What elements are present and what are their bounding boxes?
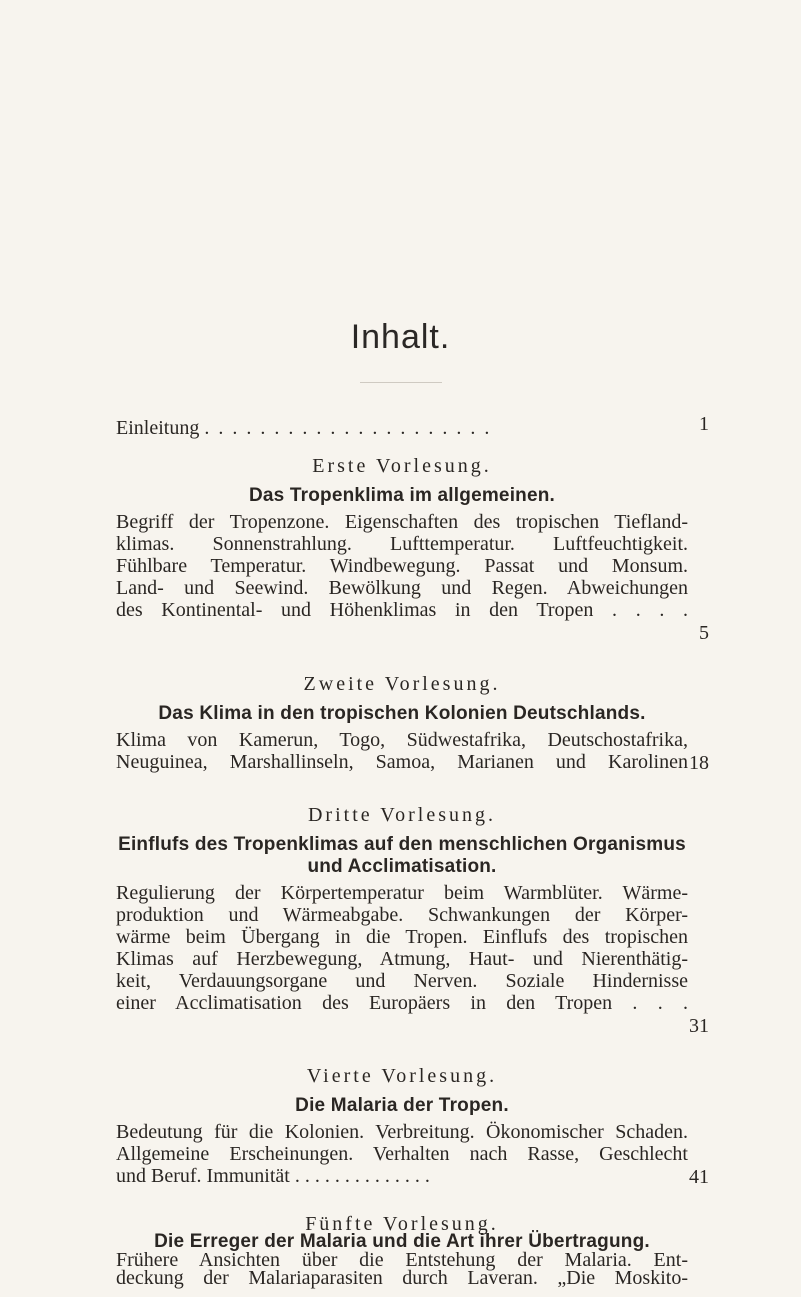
summary-line: Bedeutung für die Kolonien. Verbreitung. Ökonomischer Schaden. [116, 1121, 688, 1143]
lecture-title: Erste Vorlesung. [312, 455, 492, 477]
section-heading: Die Malaria der Tropen. [295, 1095, 509, 1116]
section-summary [116, 1251, 688, 1287]
summary-line: einer Acclimatisation des Europäers in den Tropen . . . [116, 992, 688, 1014]
summary-line: deckung der Malariaparasiten durch Laveran. „Die Moskito- [116, 1267, 688, 1289]
page-title: Inhalt. [350, 318, 451, 356]
section-2-page-number: 18 [689, 752, 709, 774]
intro-page-number: 1 [699, 413, 709, 435]
section-heading-continued: und Acclimatisation. [307, 856, 497, 877]
intro-label: Einleitung [116, 417, 200, 439]
lecture-title: Fünfte Vorlesung. [305, 1213, 499, 1235]
summary-line: Neuguinea, Marshallinseln, Samoa, Marianen und Karolinen [116, 751, 688, 773]
intro-dots: . . . . . . . . . . . . . . . . . . . . . [204, 417, 492, 439]
section-heading: Einflufs des Tropenklimas auf den menschlichen Organismus [118, 834, 686, 855]
section-summary [116, 511, 688, 621]
summary-line: klimas. Sonnenstrahlung. Lufttemperatur. Luftfeuchtigkeit. [116, 533, 688, 555]
section-summary [116, 729, 688, 773]
section-summary [116, 1121, 688, 1187]
toc-section-2 [116, 673, 688, 773]
lecture-title: Vierte Vorlesung. [306, 1065, 498, 1087]
toc-section-3 [116, 804, 688, 1014]
summary-line: Klima von Kamerun, Togo, Südwestafrika, Deutschostafrika, [116, 729, 688, 751]
lecture-title: Dritte Vorlesung. [307, 804, 497, 826]
summary-line: Allgemeine Erscheinungen. Verhalten nach Rasse, Geschlecht [116, 1143, 688, 1165]
summary-line: und Beruf. Immunität . . . . . . . . . . . . . . [116, 1165, 430, 1187]
summary-line: des Kontinental- und Höhenklimas in den Tropen . . . . [116, 599, 688, 621]
summary-line: Fühlbare Temperatur. Windbewegung. Passat und Monsum. [116, 555, 688, 577]
title-rule [360, 382, 442, 383]
summary-line: keit, Verdauungsorgane und Nerven. Soziale Hindernisse [116, 970, 688, 992]
section-3-page-number: 31 [689, 1015, 709, 1037]
section-heading: Das Tropenklima im allgemeinen. [248, 485, 556, 506]
section-4-page-number: 41 [689, 1166, 709, 1188]
summary-line: Frühere Ansichten über die Entstehung der Malaria. Ent- [116, 1249, 688, 1271]
summary-line: wärme beim Übergang in die Tropen. Einflufs des tropischen [116, 926, 688, 948]
summary-line: Regulierung der Körpertemperatur beim Warmblüter. Wärme- [116, 882, 688, 904]
summary-line: Land- und Seewind. Bewölkung und Regen. Abweichungen [116, 577, 688, 599]
section-heading: Das Klima in den tropischen Kolonien Deutschlands. [158, 703, 646, 724]
toc-section-5 [116, 1215, 688, 1287]
section-1-page-number: 5 [699, 622, 709, 644]
toc-section-1 [116, 455, 688, 621]
summary-line: Klimas auf Herzbewegung, Atmung, Haut- und Nierenthätig- [116, 948, 688, 970]
section-summary [116, 882, 688, 1014]
toc-entry-intro [116, 417, 688, 439]
toc-section-4 [116, 1065, 688, 1187]
lecture-title: Zweite Vorlesung. [303, 673, 501, 695]
summary-line: produktion und Wärmeabgabe. Schwankungen der Körper- [116, 904, 688, 926]
summary-line: Begriff der Tropenzone. Eigenschaften des tropischen Tiefland- [116, 511, 688, 533]
section-heading: Die Erreger der Malaria und die Art ihrer Übertragung. [154, 1231, 650, 1252]
